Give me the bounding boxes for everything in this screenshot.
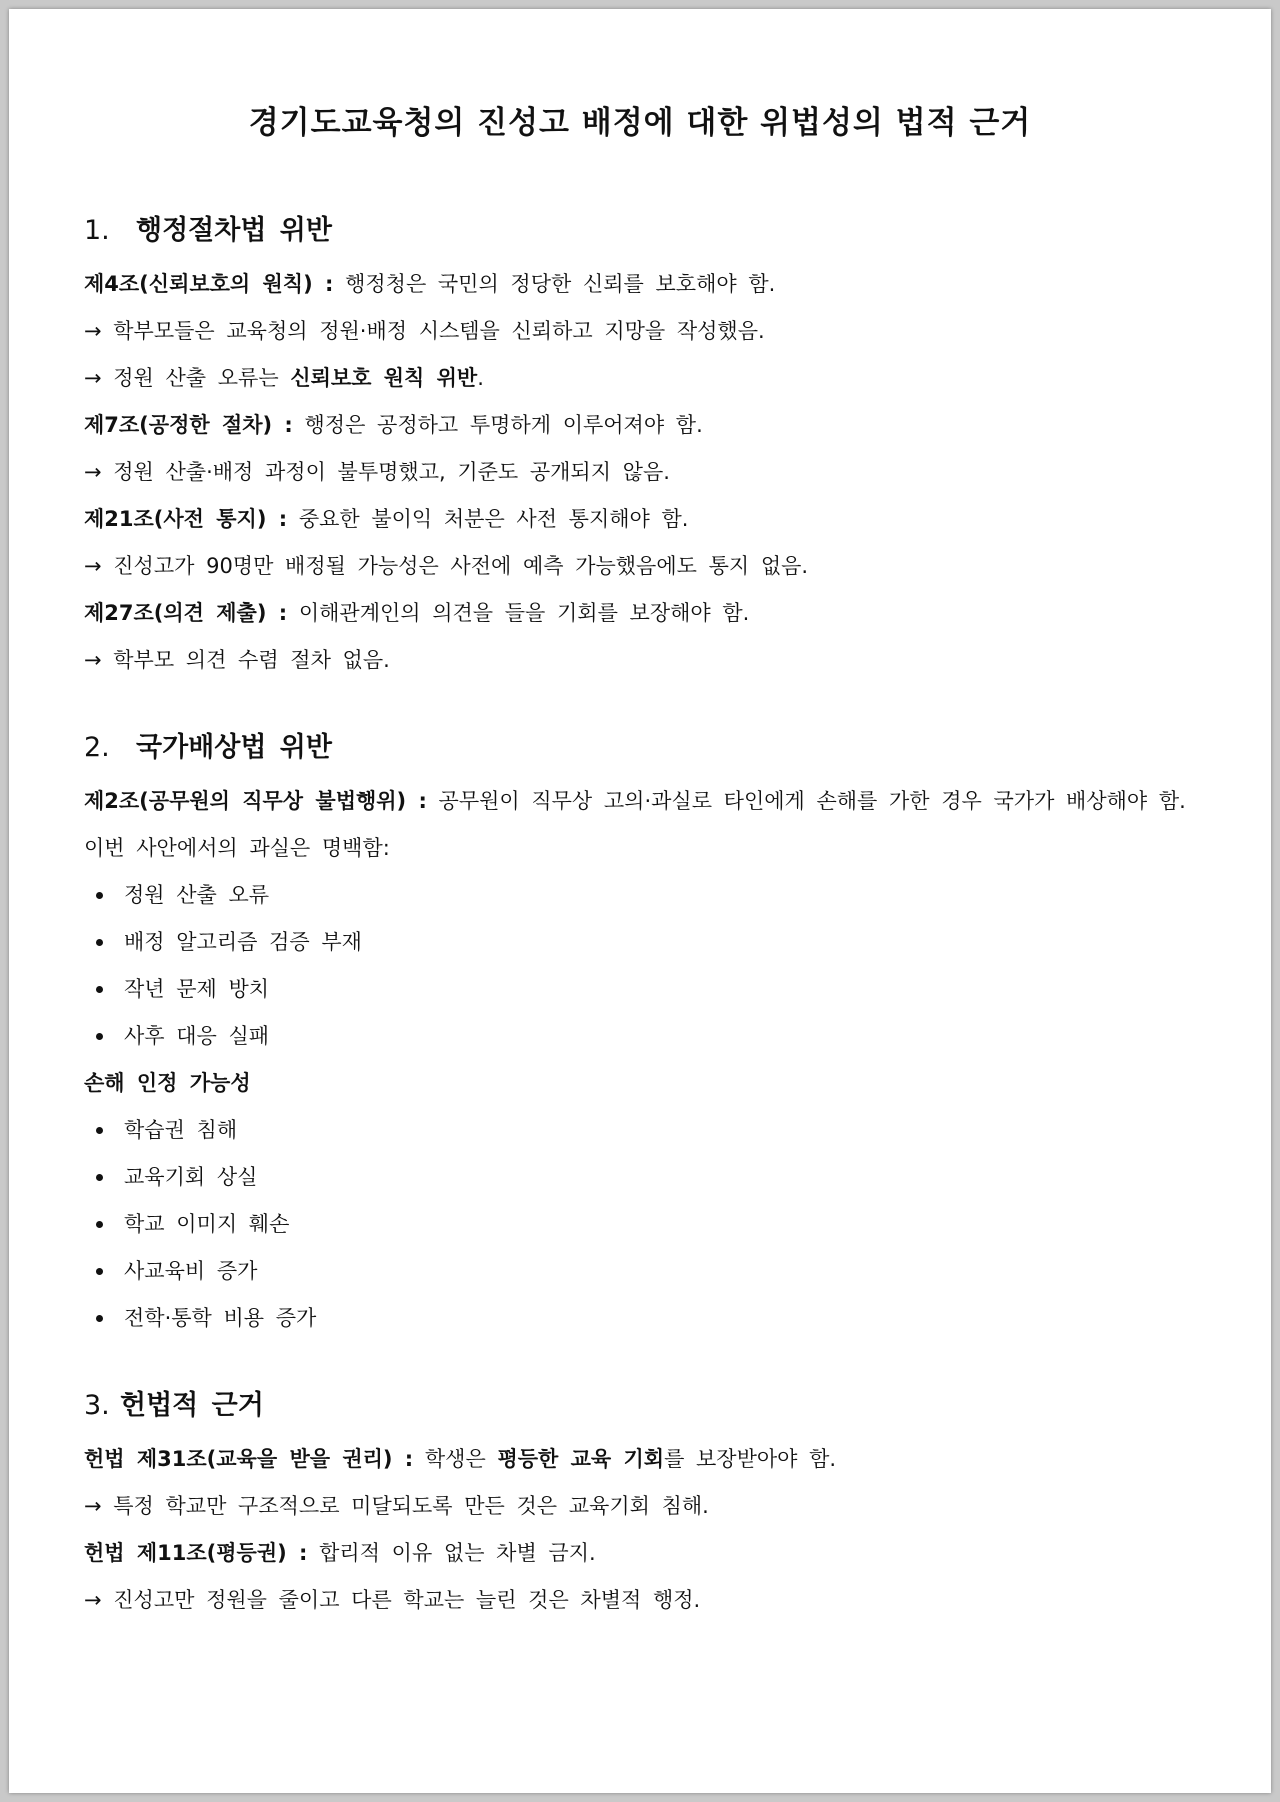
section-spacer: [84, 684, 1204, 728]
article-label: 헌법 제31조(교육을 받을 권리) :: [84, 1447, 414, 1471]
article-label: 헌법 제11조(평등권) :: [84, 1541, 308, 1565]
constitution-article-11-line: [84, 1530, 1204, 1577]
article-tail: 를 보장받아야 함.: [664, 1447, 837, 1471]
arrow-note: [84, 1483, 1204, 1530]
arrow-note: [84, 1577, 1204, 1624]
list-item-text: 학교 이미지 훼손: [124, 1212, 290, 1236]
section-number: 1.: [84, 215, 110, 246]
bullet-icon: [96, 1221, 103, 1228]
list-item-text: 사후 대응 실패: [124, 1024, 270, 1048]
negligence-list: [84, 872, 1204, 1060]
article-text: 공무원이 직무상 고의·과실로 타인에게 손해를 가한 경우 국가가 배상해야 함. 이번 사안에서의 과실은 명백함:: [84, 789, 1186, 860]
section-title: 행정절차법 위반: [136, 215, 332, 246]
section-heading: [84, 728, 1204, 768]
list-item: [84, 1107, 1204, 1154]
list-item: [84, 919, 1204, 966]
section-administrative-procedure-act: [84, 211, 1204, 684]
list-item-text: 사교육비 증가: [124, 1259, 258, 1283]
bullet-icon: [96, 1268, 103, 1275]
list-item: [84, 872, 1204, 919]
constitution-article-31-line: [84, 1436, 1204, 1483]
article-text: 학생은: [413, 1447, 498, 1471]
article-label: 제21조(사전 통지) :: [84, 507, 288, 531]
bullet-icon: [96, 939, 103, 946]
bullet-icon: [96, 986, 103, 993]
arrow-note: [84, 449, 1204, 496]
article-label: 제2조(공무원의 직무상 불법행위) :: [84, 789, 427, 813]
article-text: 합리적 이유 없는 차별 금지.: [307, 1541, 596, 1565]
document-title: 경기도교육청의 진성고 배정에 대한 위법성의 법적 근거: [248, 105, 1032, 141]
bullet-icon: [96, 892, 103, 899]
article-text: 행정청은 국민의 정당한 신뢰를 보호해야 함.: [333, 272, 776, 296]
article-text: 중요한 불이익 처분은 사전 통지해야 함.: [287, 507, 689, 531]
article-text: 이해관계인의 의견을 들을 기회를 보장해야 함.: [287, 601, 750, 625]
section-number: 2.: [84, 732, 110, 763]
section-title: 헌법적 근거: [120, 1390, 264, 1421]
arrow-note: [84, 637, 1204, 684]
note-text: → 진성고가 90명만 배정될 가능성은 사전에 예측 가능했음에도 통지 없음.: [84, 554, 809, 578]
arrow-note: [84, 543, 1204, 590]
document-body: [84, 211, 1204, 1624]
damage-list: [84, 1107, 1204, 1342]
bullet-icon: [96, 1174, 103, 1181]
article-27-line: [84, 590, 1204, 637]
list-item-text: 전학·통학 비용 증가: [124, 1306, 317, 1330]
article-text: 행정은 공정하고 투명하게 이루어져야 함.: [292, 413, 703, 437]
section-heading: [84, 1386, 1204, 1426]
list-item: [84, 1154, 1204, 1201]
list-item: [84, 1201, 1204, 1248]
note-text: → 특정 학교만 구조적으로 미달되도록 만든 것은 교육기회 침해.: [84, 1494, 709, 1518]
emphasis-text: 신뢰보호 원칙 위반: [290, 366, 478, 390]
article-2-paragraph: [84, 778, 1204, 872]
article-21-line: [84, 496, 1204, 543]
section-constitutional-basis: [84, 1386, 1204, 1624]
section-spacer: [84, 1342, 1204, 1386]
note-text: → 학부모 의견 수렴 절차 없음.: [84, 648, 390, 672]
list-item: [84, 1013, 1204, 1060]
article-label: 제7조(공정한 절차) :: [84, 413, 293, 437]
note-text: → 진성고만 정원을 줄이고 다른 학교는 늘린 것은 차별적 행정.: [84, 1588, 701, 1612]
note-text: → 학부모들은 교육청의 정원·배정 시스템을 신뢰하고 지망을 작성했음.: [84, 319, 765, 343]
bullet-icon: [96, 1033, 103, 1040]
note-text: → 정원 산출·배정 과정이 불투명했고, 기준도 공개되지 않음.: [84, 460, 670, 484]
section-title: 국가배상법 위반: [136, 732, 332, 763]
bullet-icon: [96, 1315, 103, 1322]
damage-subheading: 손해 인정 가능성: [84, 1071, 251, 1095]
list-item: [84, 1295, 1204, 1342]
section-state-compensation-act: [84, 728, 1204, 1342]
list-item-text: 배정 알고리즘 검증 부재: [124, 930, 362, 954]
section-number: 3.: [84, 1390, 110, 1421]
section-heading: [84, 211, 1204, 251]
arrow-note: [84, 308, 1204, 355]
list-item: [84, 966, 1204, 1013]
note-text: → 정원 산출 오류는: [84, 366, 291, 390]
list-item: [84, 1248, 1204, 1295]
list-item-text: 교육기회 상실: [124, 1165, 258, 1189]
article-label: 제4조(신뢰보호의 원칙) :: [84, 272, 334, 296]
emphasis-text: 평등한 교육 기회: [497, 1447, 665, 1471]
article-7-line: [84, 402, 1204, 449]
note-tail: .: [477, 366, 484, 390]
bullet-icon: [96, 1127, 103, 1134]
list-item-text: 작년 문제 방치: [124, 977, 270, 1001]
article-label: 제27조(의견 제출) :: [84, 601, 288, 625]
list-item-text: 학습권 침해: [124, 1118, 238, 1142]
arrow-note: [84, 355, 1204, 402]
article-4-line: [84, 261, 1204, 308]
document-page: [9, 9, 1271, 1793]
list-item-text: 정원 산출 오류: [124, 883, 270, 907]
